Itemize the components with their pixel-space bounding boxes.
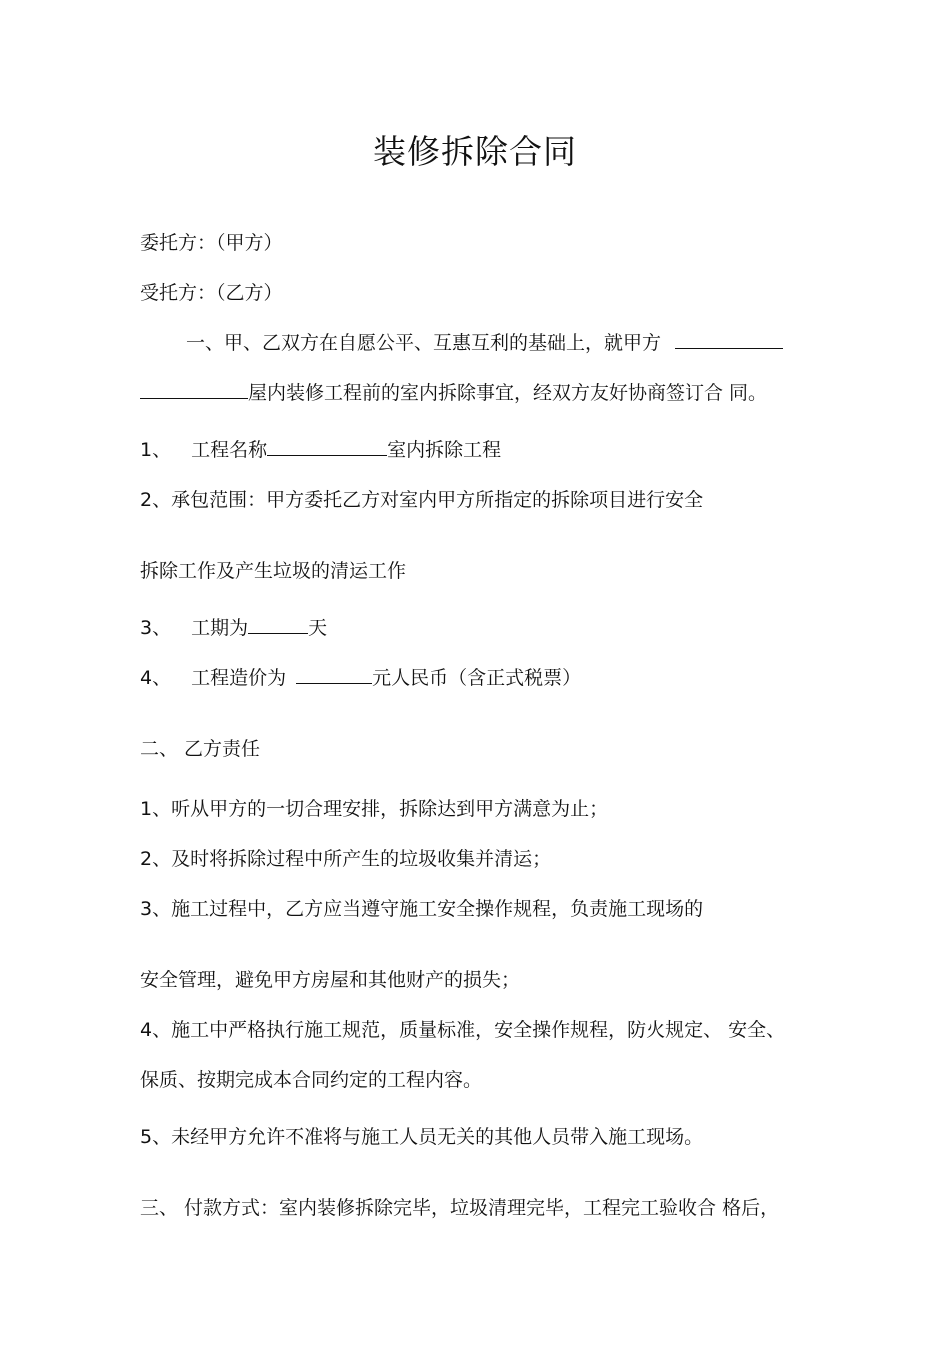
section2-item1: 1、听从甲方的一切合理安排，拆除达到甲方满意为止； — [140, 798, 609, 820]
fill-blank — [296, 665, 372, 684]
item3-unit: 天 — [308, 617, 328, 639]
item2-line2: 拆除工作及产生垃圾的清运工作 — [140, 560, 407, 582]
item1-label: 工程名称 — [191, 439, 268, 461]
party-client: 委托方：（甲方） — [140, 232, 283, 254]
fill-blank — [248, 615, 308, 634]
item1-number: 1、 — [140, 439, 172, 461]
item4-line — [140, 665, 581, 691]
section2-item4-line2: 保质、按期完成本合同约定的工程内容。 — [140, 1069, 483, 1091]
item3-label: 工期为 — [191, 617, 249, 639]
item4-label: 工程造价为 — [191, 667, 287, 689]
item1-value: 室内拆除工程 — [387, 439, 502, 461]
item4-unit: 元人民币（含正式税票） — [372, 667, 582, 689]
item4-number: 4、 — [140, 667, 172, 689]
fill-blank — [267, 437, 387, 456]
section2-item2: 2、及时将拆除过程中所产生的垃圾收集并清运； — [140, 848, 552, 870]
party-contractor: 受托方：（乙方） — [140, 282, 283, 304]
section1-intro-line2 — [140, 380, 767, 406]
fill-blank — [675, 330, 783, 349]
section1-intro-text2: 屋内装修工程前的室内拆除事宜，经双方友好协商签订合 同。 — [248, 382, 768, 404]
item2-line1: 2、承包范围：甲方委托乙方对室内甲方所指定的拆除项目进行安全 — [140, 489, 704, 511]
fill-blank — [140, 380, 248, 399]
section2-item3-line1: 3、施工过程中，乙方应当遵守施工安全操作规程，负责施工现场的 — [140, 898, 704, 920]
section1-intro-text: 一、甲、乙双方在自愿公平、互惠互利的基础上，就甲方 — [186, 332, 662, 354]
section2-item3-line2: 安全管理，避免甲方房屋和其他财产的损失； — [140, 969, 521, 991]
item3-number: 3、 — [140, 617, 172, 639]
document-title: 装修拆除合同 — [373, 132, 577, 171]
section2-heading: 二、 乙方责任 — [140, 738, 261, 760]
section2-item5: 5、未经甲方允许不准将与施工人员无关的其他人员带入施工现场。 — [140, 1126, 704, 1148]
section2-item4-line1: 4、施工中严格执行施工规范，质量标准，安全操作规程，防火规定、 安全、 — [140, 1019, 786, 1041]
section3-payment: 三、 付款方式：室内装修拆除完毕，垃圾清理完毕，工程完工验收合 格后， — [140, 1197, 780, 1219]
section1-intro-line1 — [186, 330, 783, 356]
item3-line — [140, 615, 327, 641]
item1-line — [140, 437, 501, 463]
